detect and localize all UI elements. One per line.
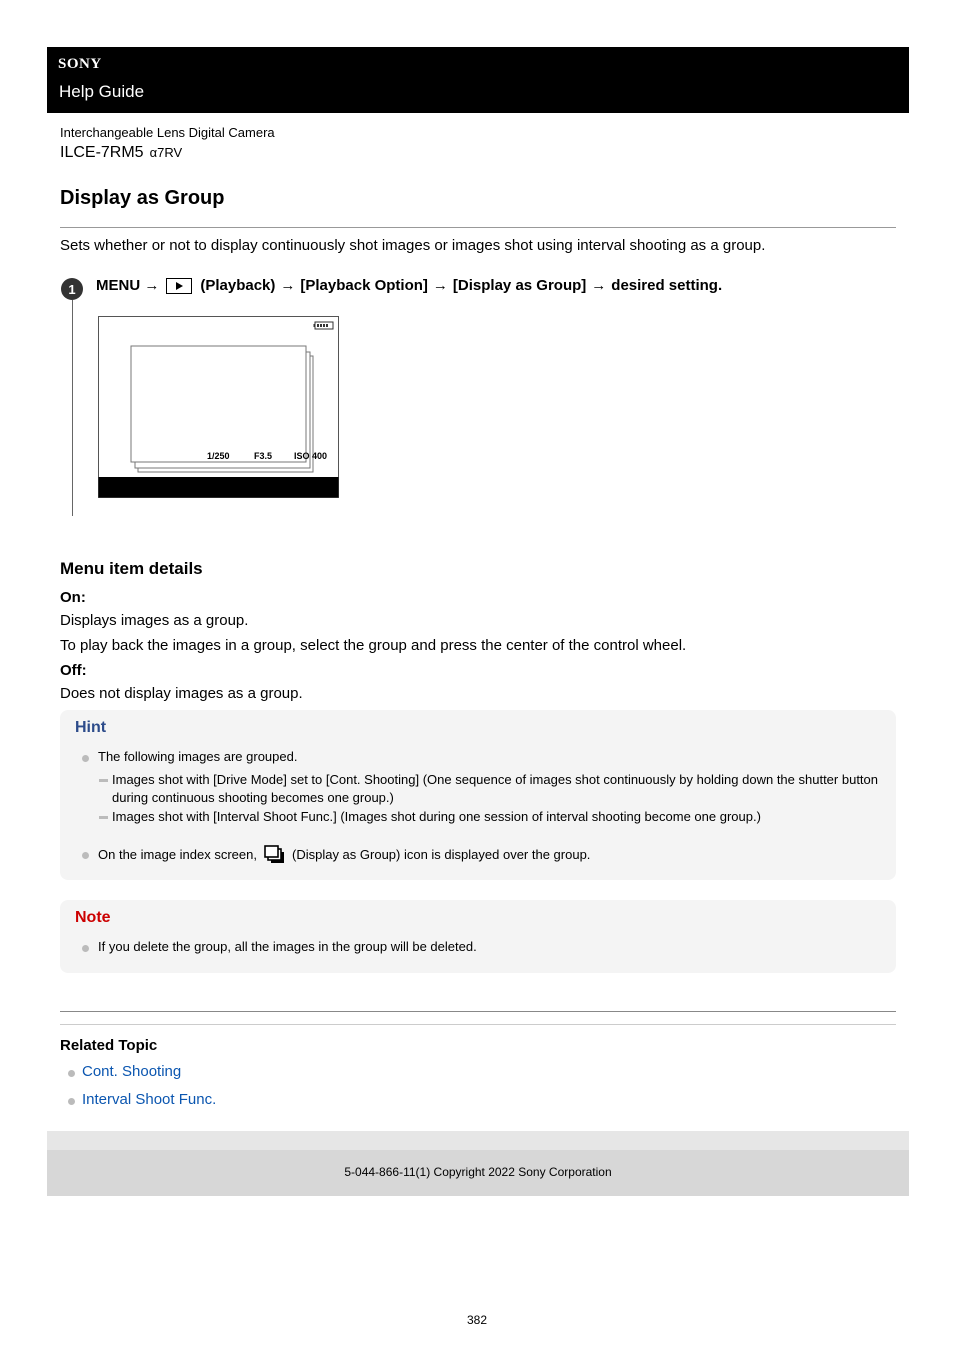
hint-title: Hint xyxy=(75,719,107,736)
sony-logo: SONY xyxy=(58,56,102,72)
step-arrow: → xyxy=(432,277,448,294)
step-playback-option: [Playback Option] xyxy=(300,277,428,294)
note-title: Note xyxy=(75,909,111,926)
dash-icon xyxy=(99,816,108,819)
camera-screen-illustration xyxy=(98,316,340,499)
step-playback-label: (Playback) xyxy=(200,277,276,294)
copyright-text: 5-044-866-11(1) Copyright 2022 Sony Corporation xyxy=(344,1165,612,1179)
menu-item-details-heading: Menu item details xyxy=(60,559,203,578)
hint-item-text-after: (Display as Group) icon is displayed over the group. xyxy=(291,847,591,862)
hint-subitem: Images shot with [Drive Mode] set to [Cont. Shooting] (One sequence of images shot continuously by holding down the shutter button during continuous shooting becomes one group.) xyxy=(112,772,878,805)
on-term: On: xyxy=(60,589,86,606)
step-instruction xyxy=(96,277,722,294)
step-display-as-group: [Display as Group] xyxy=(452,277,587,294)
footer-top-band xyxy=(47,1131,909,1150)
hint-box xyxy=(60,710,896,880)
related-topic-heading: Related Topic xyxy=(60,1037,158,1054)
model-alpha: α7RV xyxy=(149,145,183,160)
step-menu-label: MENU → xyxy=(96,277,160,294)
step-arrow: → xyxy=(591,277,607,294)
hint-item-text-before: On the image index screen, xyxy=(98,847,257,862)
play-icon xyxy=(166,278,192,294)
product-line: Interchangeable Lens Digital Camera xyxy=(60,125,275,140)
bullet-icon xyxy=(82,755,89,762)
on-description-2: To play back the images in a group, select the group and press the center of the control wheel. xyxy=(60,637,687,654)
intro-text: Sets whether or not to display continuously shot images or images shot using interval shooting as a group. xyxy=(60,237,766,254)
shutter-speed-readout: 1/250 xyxy=(207,451,230,461)
page-footer xyxy=(47,1150,909,1196)
step-connector-line xyxy=(72,300,73,516)
page-number: 382 xyxy=(466,1313,488,1327)
model-number: ILCE-7RM5 xyxy=(60,144,144,161)
section-divider xyxy=(60,1024,896,1025)
screen-bottom-bar xyxy=(99,477,339,498)
note-item: If you delete the group, all the images in the group will be deleted. xyxy=(98,939,477,954)
off-term: Off: xyxy=(60,662,87,679)
section-divider xyxy=(60,1011,896,1012)
hint-item: The following images are grouped. xyxy=(98,749,298,764)
help-guide-label: Help Guide xyxy=(59,82,145,101)
hint-subitem: Images shot with [Interval Shoot Func.] (Images shot during one session of interval shooting become one group.) xyxy=(112,809,761,824)
on-description: Displays images as a group. xyxy=(60,612,249,629)
page-header xyxy=(47,47,909,113)
bullet-icon xyxy=(68,1098,75,1105)
related-link-cont-shooting[interactable]: Cont. Shooting xyxy=(82,1063,182,1080)
step-number-badge: 1 xyxy=(61,278,83,300)
note-box xyxy=(60,900,896,973)
bullet-icon xyxy=(82,852,89,859)
bullet-icon xyxy=(82,945,89,952)
hint-item xyxy=(98,845,590,865)
display-as-group-icon xyxy=(264,845,286,865)
step-arrow: → xyxy=(280,277,296,294)
related-link-interval-shoot[interactable]: Interval Shoot Func. xyxy=(82,1091,217,1108)
page-title: Display as Group xyxy=(60,187,225,209)
aperture-readout: F3.5 xyxy=(254,451,273,461)
model-name xyxy=(60,144,182,162)
title-divider xyxy=(60,227,896,228)
iso-readout: ISO 400 xyxy=(294,451,328,461)
dash-icon xyxy=(99,779,108,782)
bullet-icon xyxy=(68,1070,75,1077)
step-end-text: desired setting. xyxy=(611,277,723,294)
off-description: Does not display images as a group. xyxy=(60,685,303,702)
